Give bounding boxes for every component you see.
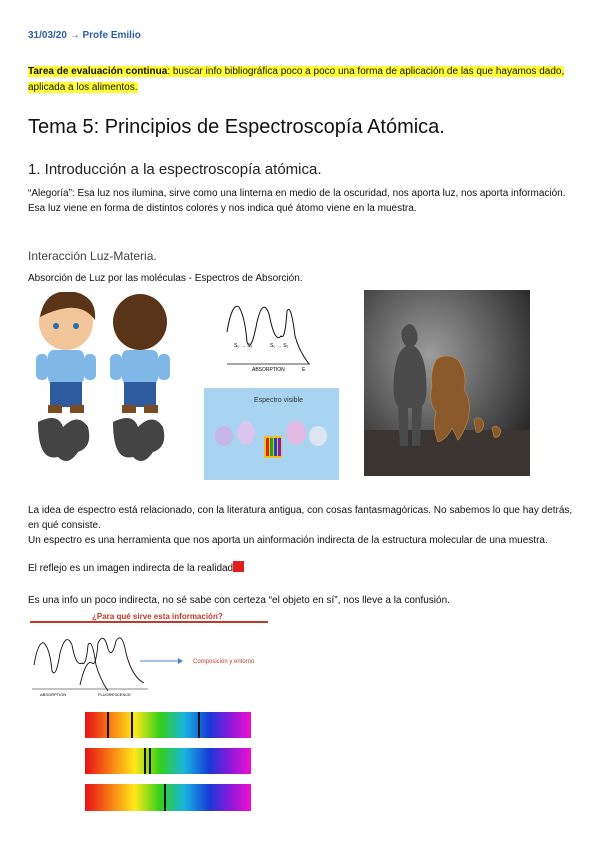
transition-label-2: S₀ → S₂ xyxy=(270,343,289,349)
figure-title-rule xyxy=(30,621,268,623)
arrow-glyph: → xyxy=(69,30,80,41)
shadow-sculpture-photo xyxy=(364,290,530,476)
teacher-name: Profe Emilio xyxy=(82,30,141,41)
date-line xyxy=(28,30,141,41)
absorption-spectrum-sketch xyxy=(222,292,312,372)
infographic-title: Espectro visible xyxy=(254,397,304,404)
page-title: Tema 5: Principios de Espectroscopía Atómica. xyxy=(28,116,445,138)
figure-title: ¿Para qué sirve esta información? xyxy=(92,612,223,621)
axis-label-e: E xyxy=(302,367,306,372)
reflection-text: El reflejo es un imagen indirecta de la realidad xyxy=(28,563,234,574)
cartoon-characters-image xyxy=(28,292,178,467)
task-label: Tarea de evaluación continua xyxy=(28,66,168,77)
emission-spectra-image xyxy=(85,705,253,813)
indirect-info-paragraph: Es una info un poco indirecta, no sé sabe con certeza “el objeto en sí”, nos lleve a la confusión. xyxy=(28,595,450,606)
transition-label-1: S₀ → S₁ xyxy=(234,343,253,349)
spectrum-tool-paragraph: Un espectro es una herramienta que nos aporta un ainformación indirecta de la estructura molecular de una muestra. xyxy=(28,535,548,546)
axis-label-absorption: ABSORPTION xyxy=(252,367,285,372)
spectrum-idea-paragraph: La idea de espectro está relacionado, con la literatura antigua, con cosas fantasmagóricas. No sabemos lo que hay detrás, en qué consiste. xyxy=(28,505,573,531)
composition-label: Composición y entorno xyxy=(193,659,255,665)
section-heading-intro: 1. Introducción a la espectroscopía atómica. xyxy=(28,161,322,178)
red-cursor-block xyxy=(233,561,244,572)
reflection-paragraph xyxy=(28,561,573,576)
absorption-caption: ABSORPTION xyxy=(40,692,67,697)
absorption-subheading: Absorción de Luz por las moléculas - Espectros de Absorción. xyxy=(28,273,303,284)
task-text: : buscar info bibliográfica poco a poco una forma de aplicación de las que hayamos dado, aplicada a los alimentos. xyxy=(28,66,565,93)
fluorescence-caption: FLUORESCENCE xyxy=(98,692,131,697)
absorption-fluorescence-diagram xyxy=(28,625,273,697)
task-paragraph xyxy=(28,64,573,96)
intro-paragraph: “Alegoría”: Esa luz nos ilumina, sirve como una linterna en medio de la oscuridad, nos aporta luz, nos aporta información. Esa luz viene en forma de distintos colores y nos indica qué átomo viene en la muestra. xyxy=(28,188,566,214)
spectrum-infographic-image xyxy=(204,388,339,480)
date: 31/03/20 xyxy=(28,30,67,41)
section-heading-interaction: Interacción Luz-Materia. xyxy=(28,249,157,263)
